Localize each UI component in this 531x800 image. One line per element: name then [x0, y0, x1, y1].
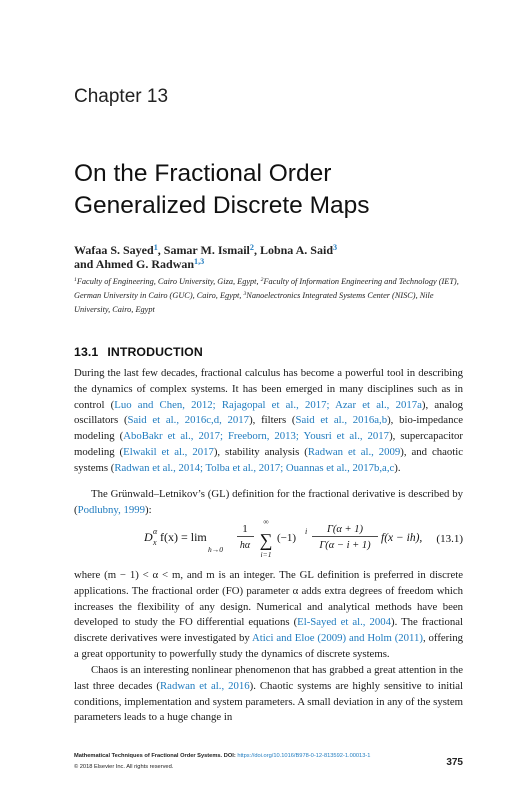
body-text: , offering a great opportunity to powerfully study the dynamics of discrete systems.	[74, 632, 463, 660]
eq-gamma-denominator: Γ(α − i + 1)	[319, 540, 371, 551]
body-text: ), and chaotic systems (	[74, 445, 464, 474]
citation-link[interactable]: Luo and Chen, 2012; Rajagopal et al., 2017; Azar et al., 2017a	[114, 398, 422, 411]
body-text: ). Chaotic systems are highly sensitive to initial conditions, implementation and system parameters. A small deviation in any of the system parameters leads to a huge change in	[74, 679, 464, 724]
citation-link[interactable]: Said et al., 2016c,d, 2017	[127, 414, 250, 427]
eq-fraction-numerator: 1	[242, 523, 248, 535]
eq-fraction-denominator: hα	[239, 540, 251, 551]
eq-operator: D	[144, 530, 153, 544]
eq-sign-exponent: i	[305, 527, 308, 536]
author-name: Lobna A. Said	[259, 243, 333, 257]
affiliation-marker[interactable]: 2	[249, 242, 254, 252]
paragraph-4	[74, 663, 463, 726]
affiliation-text: Faculty of Engineering, Cairo University, Giza, Egypt,	[76, 277, 261, 286]
citation-link[interactable]: Podlubny, 1999	[77, 503, 145, 516]
eq-sum-upper: ∞	[263, 517, 269, 526]
chapter-label: Chapter 13	[74, 86, 169, 107]
citation-link[interactable]: AboBakr et al., 2017; Freeborn, 2013; Yousri et al., 2017	[123, 430, 390, 443]
equation-formula	[144, 517, 464, 561]
body-text: ). The fractional discrete derivatives were investigated by	[74, 616, 463, 645]
body-text: where (m − 1) < α < m, and m is an integer. The GL definition is preferred in discrete applications. The fractional order (FO) parameter α adds extra degrees of freedom which increases the flexibility of any design. Numerical and analytical methods have been developed to study the FO differential equations (	[74, 569, 463, 629]
citation-link[interactable]: Elwakil et al., 2017	[123, 445, 214, 458]
affiliation-number: 3	[243, 291, 247, 298]
eq-order: α	[153, 527, 158, 536]
page-number: 375	[446, 757, 463, 768]
doi-label: DOI:	[222, 753, 238, 759]
affiliation-marker[interactable]: 1,3	[194, 256, 205, 266]
citation-link[interactable]: Radwan et al., 2009	[307, 445, 401, 458]
paragraph-1	[74, 366, 463, 477]
author-list	[74, 243, 474, 271]
author-name: Ahmed G. Radwan	[95, 257, 195, 271]
body-text: Chaos is an interesting nonlinear phenomenon that has grabbed a great attention in the last three decades (	[74, 664, 463, 692]
affiliation-marker[interactable]: 1	[153, 242, 158, 252]
chapter-title-line-2: Generalized Discrete Maps	[74, 192, 370, 219]
section-heading	[74, 345, 203, 359]
page-footer	[74, 751, 463, 773]
footer-citation-line	[74, 751, 463, 762]
author-separator: ,	[157, 243, 164, 257]
citation-link[interactable]: Said et al., 2016a,b	[295, 414, 388, 427]
citation-link[interactable]: El-Sayed et al., 2004	[297, 616, 391, 629]
eq-limit: h→0	[208, 545, 223, 554]
body-text: ), analog oscillators (	[74, 398, 464, 427]
doi-link[interactable]: https://doi.org/10.1016/B978-0-12-813592-1.00013-1	[237, 753, 371, 759]
author-name: Wafaa S. Sayed	[74, 243, 154, 257]
equation-number: (13.1)	[436, 533, 463, 545]
eq-sign: (−1)	[277, 532, 297, 544]
eq-sum-lower: i=1	[260, 550, 272, 559]
affiliation-number: 2	[260, 277, 264, 284]
copyright-notice: © 2018 Elsevier Inc. All rights reserved.	[74, 764, 174, 770]
body-text: During the last few decades, fractional calculus has become a powerful tool in describing the dynamics of complex systems. It has been emerged in many disciplines such as in control (	[74, 367, 463, 411]
body-text: ), bio-impedance modeling (	[74, 414, 463, 443]
affiliation-marker[interactable]: 3	[333, 242, 338, 252]
eq-variable: x	[153, 538, 157, 547]
eq-gamma-numerator: Γ(α + 1)	[326, 524, 364, 535]
body-text: ), supercapacitor modeling (	[74, 430, 463, 458]
paragraph-3	[74, 568, 463, 663]
citation-link[interactable]: Atici and Eloe (2009) and Holm (2011)	[252, 632, 423, 645]
affiliation-text: Faculty of Information Engineering and Technology (IET), German University in Cairo (GUC), Cairo, Egypt,	[74, 277, 459, 300]
chapter-title-line-1: On the Fractional Order	[74, 160, 332, 187]
author-separator: ,	[253, 243, 260, 257]
body-text: The Grünwald–Letnikov’s (GL) definition for the fractional derivative is described by (	[74, 488, 463, 516]
body-text: ), stability analysis (	[213, 445, 308, 458]
affiliation-text: Nanoelectronics Integrated Systems Center (NISC), Nile University, Cairo, Egypt	[74, 291, 434, 314]
book-title: Mathematical Techniques of Fractional Order Systems.	[74, 753, 223, 759]
chapter-title	[74, 158, 494, 222]
citation-link[interactable]: Radwan et al., 2016	[160, 679, 250, 692]
body-text: ).	[394, 461, 401, 474]
affiliation-number: 1	[74, 277, 77, 284]
author-conjunction: and	[74, 257, 96, 271]
citation-link[interactable]: Radwan et al., 2014; Tolba et al., 2017; Ouannas et al., 2017b,a,c	[114, 461, 395, 474]
section-title: INTRODUCTION	[107, 345, 203, 359]
eq-rhs: f(x − ih),	[381, 532, 423, 544]
affiliations	[74, 275, 468, 317]
body-text: ), filters (	[249, 414, 296, 427]
equation-13-1	[74, 517, 463, 561]
eq-sum: ∑	[259, 530, 273, 550]
paragraph-2	[74, 487, 463, 519]
eq-lhs: f(x) = lim	[160, 530, 207, 544]
section-number: 13.1	[74, 345, 99, 359]
author-name: Samar M. Ismail	[163, 243, 250, 257]
body-text: ):	[145, 503, 152, 516]
